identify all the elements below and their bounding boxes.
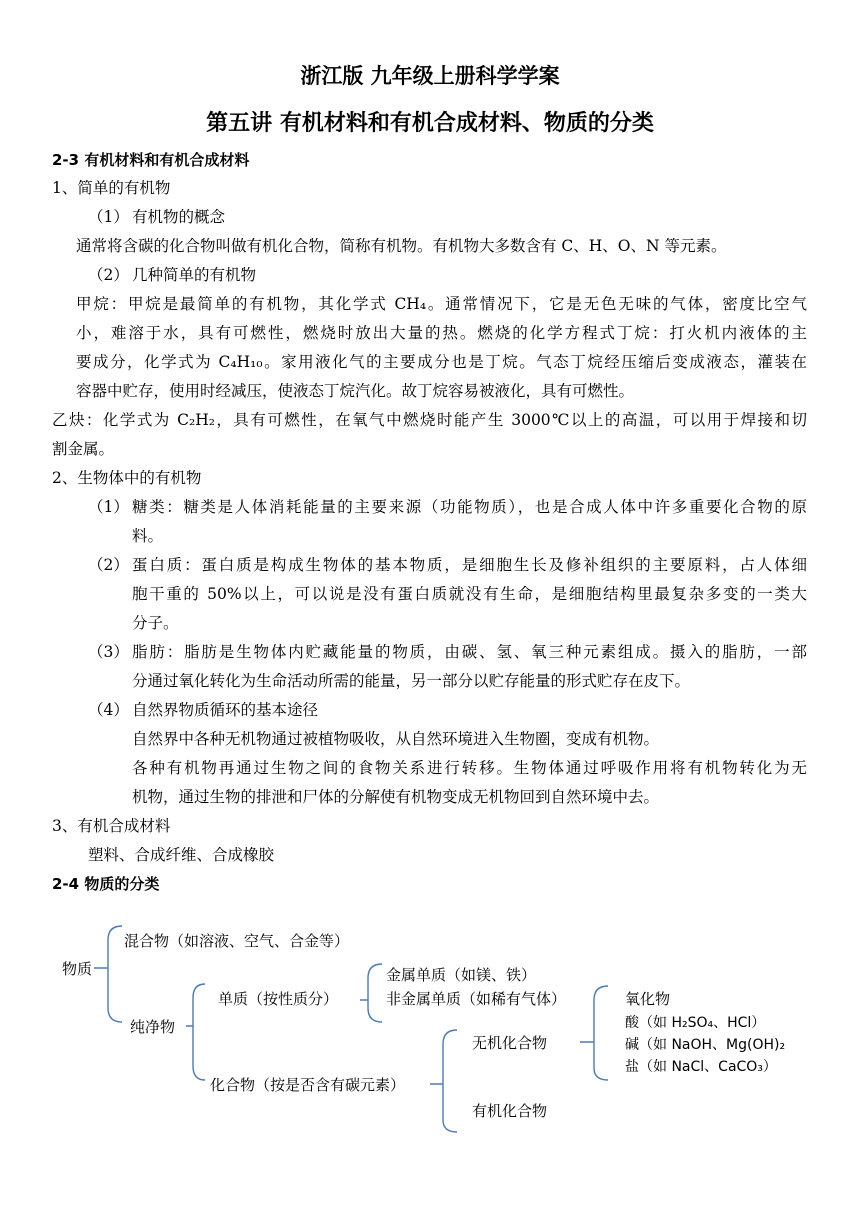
document-title: 浙江版 九年级上册科学学案 xyxy=(300,64,560,88)
paragraph-line: 容器中贮存，使用时经减压，使液态丁烷汽化。故丁烷容易被液化，具有可燃性。 xyxy=(76,382,635,400)
paragraph-line: 要成分，化学式为 C₄H₁₀。家用液化气的主要成分也是丁烷。气态丁烷经压缩后变成液态，灌装在 xyxy=(76,353,807,371)
bracket-element xyxy=(360,964,382,1022)
subsection-title-1: 1、简单的有机物 xyxy=(52,179,171,197)
classification-diagram xyxy=(0,900,860,1140)
node-inorganic-compound: 无机化合物 xyxy=(472,1034,548,1052)
paragraph-line: 脂肪：脂肪是生物体内贮藏能量的物质，由碳、氢、氧三种元素组成。摄入的脂肪，一部 xyxy=(132,643,807,661)
paragraph-line: 机物，通过生物的排泄和尸体的分解使有机物变成无机物回到自然环境中去。 xyxy=(132,788,660,806)
paragraph-line: 各种有机物再通过生物之间的食物关系进行转移。生物体通过呼吸作用将有机物转化为无 xyxy=(132,759,807,777)
bracket-matter xyxy=(94,926,122,1022)
node-organic-compound: 有机化合物 xyxy=(472,1102,548,1120)
paragraph-line: 分通过氧化转化为生命活动所需的能量，另一部分以贮存能量的形式贮存在皮下。 xyxy=(132,672,691,690)
bracket-inorganic xyxy=(580,986,608,1080)
node-base: 碱（如 NaOH、Mg(OH)₂ xyxy=(625,1037,786,1053)
node-pure-substance: 纯净物 xyxy=(130,1018,176,1036)
paragraph-line: 胞干重的 50%以上，可以说是没有蛋白质就没有生命，是细胞结构里最复杂多变的一类大 xyxy=(132,585,807,603)
item-label: （2） xyxy=(88,556,129,574)
paragraph-line: 糖类：糖类是人体消耗能量的主要来源（功能物质），也是合成人体中许多重要化合物的原 xyxy=(132,498,807,516)
node-mixture: 混合物（如溶液、空气、合金等） xyxy=(124,932,350,950)
subsection-title-2: 2、生物体中的有机物 xyxy=(52,469,202,487)
paragraph-line: 自然界中各种无机物通过被植物吸收，从自然环境进入生物圈，变成有机物。 xyxy=(132,730,660,748)
item-label: （1） xyxy=(88,498,129,516)
item-label: （3） xyxy=(88,643,129,661)
bracket-compound xyxy=(430,1030,457,1132)
item-label: （4） xyxy=(88,701,129,719)
node-element: 单质（按性质分） xyxy=(218,990,339,1008)
paragraph-line: 甲烷：甲烷是最简单的有机物，其化学式 CH₄。通常情况下，它是无色无味的气体，密度比空气 xyxy=(76,295,807,313)
paragraph-line: 蛋白质：蛋白质是构成生物体的基本物质，是细胞生长及修补组织的主要原料，占人体细 xyxy=(132,556,807,574)
paragraph-line: 分子。 xyxy=(132,614,179,632)
item-title: 有机物的概念 xyxy=(132,208,226,226)
paragraph-synthetic-materials: 塑料、合成纤维、合成橡胶 xyxy=(88,846,275,864)
node-metal-element: 金属单质（如镁、铁） xyxy=(386,966,537,984)
section-heading-2-3: 2-3 有机材料和有机合成材料 xyxy=(52,151,250,169)
paragraph-line: 小，难溶于水，具有可燃性，燃烧时放出大量的热。燃烧的化学方程式丁烷：打火机内液体的主 xyxy=(76,324,807,342)
node-compound: 化合物（按是否含有碳元素） xyxy=(210,1076,406,1094)
node-oxide: 氧化物 xyxy=(625,990,671,1008)
node-salt: 盐（如 NaCl、CaCO₃） xyxy=(625,1059,777,1075)
item-label: （2） xyxy=(88,266,129,284)
lesson-title: 第五讲 有机材料和有机合成材料、物质的分类 xyxy=(206,111,654,136)
item-title: 几种简单的有机物 xyxy=(132,266,257,284)
bracket-pure xyxy=(186,984,205,1080)
paragraph-line: 乙炔：化学式为 C₂H₂，具有可燃性，在氧气中燃烧时能产生 3000℃以上的高温，可以用于焊接和切 xyxy=(52,411,807,429)
node-matter: 物质 xyxy=(62,960,93,978)
item-label: （1） xyxy=(88,208,129,226)
paragraph-line: 自然界物质循环的基本途径 xyxy=(132,701,319,719)
subsection-title-3: 3、有机合成材料 xyxy=(52,817,171,835)
node-nonmetal-element: 非金属单质（如稀有气体） xyxy=(386,990,567,1008)
paragraph-line: 料。 xyxy=(132,527,164,545)
node-acid: 酸（如 H₂SO₄、HCl） xyxy=(625,1015,766,1031)
section-heading-2-4: 2-4 物质的分类 xyxy=(52,875,160,893)
paragraph-organic-definition: 通常将含碳的化合物叫做有机化合物，简称有机物。有机物大多数含有 C、H、O、N 等元素。 xyxy=(76,237,727,255)
paragraph-line: 割金属。 xyxy=(52,440,115,458)
